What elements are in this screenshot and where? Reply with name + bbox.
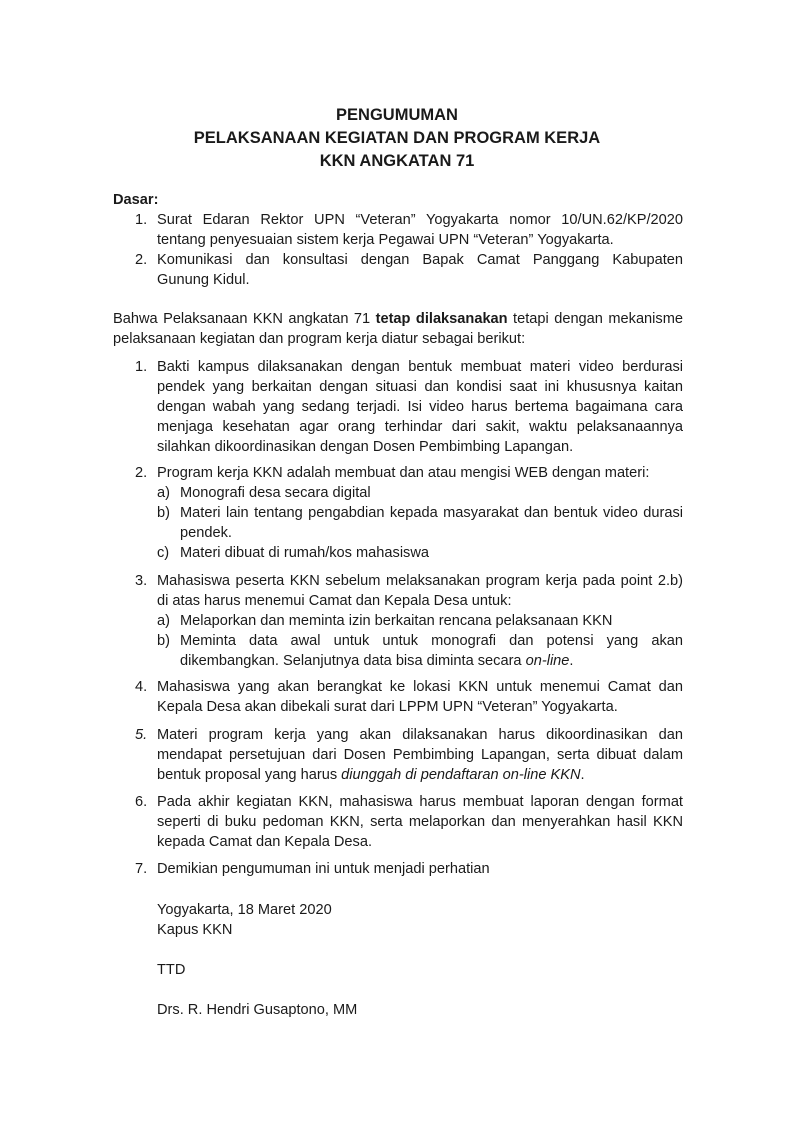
dasar-item-1-line-1: Surat Edaran Rektor UPN “Veteran” Yogyakarta nomor 10/UN.62/KP/2020 xyxy=(157,212,683,228)
intro-text-2: tetapi dengan mekanisme xyxy=(507,311,683,327)
dasar-heading: Dasar: xyxy=(113,192,159,208)
point-5-line-2: mendapat persetujuan dari Dosen Pembimbing Lapangan, serta dibuat dalam xyxy=(157,747,683,763)
sub-letter: c) xyxy=(157,545,170,561)
dasar-item-2-line-2: Gunung Kidul. xyxy=(157,272,250,288)
title-line-1: PENGUMUMAN xyxy=(336,106,458,124)
point-2-sub-a-line-1: Monografi desa secara digital xyxy=(180,485,371,501)
point-2-text: Program kerja KKN adalah membuat dan atau mengisi WEB dengan materi: xyxy=(157,465,650,481)
point-4-line-2: Kepala Desa akan dibekali surat dari LPPM UPN “Veteran” Yogyakarta. xyxy=(157,699,618,715)
item-number: 3. xyxy=(135,573,148,589)
point-3-line-2: di atas harus menemui Camat dan Kepala Desa untuk: xyxy=(157,593,512,609)
dasar-item-1-line-2: tentang penyesuaian sistem kerja Pegawai UPN “Veteran” Yogyakarta. xyxy=(157,232,614,248)
point-5-line-3 xyxy=(157,765,683,785)
point-5-line-1: Materi program kerja yang akan dilaksanakan harus dikoordinasikan dan xyxy=(157,727,683,743)
point-6-line-3: kepada Camat dan Kepala Desa. xyxy=(157,834,372,850)
sub-letter: a) xyxy=(157,613,170,629)
sub-letter: b) xyxy=(157,505,170,521)
point-2-sub-b-line-1: Materi lain tentang pengabdian kepada masyarakat dan bentuk video durasi xyxy=(180,505,683,521)
page-title xyxy=(0,104,794,173)
intro-line-1 xyxy=(113,309,683,329)
sub-letter: a) xyxy=(157,485,170,501)
point-6-line-2: seperti di buku pedoman KKN, serta melaporkan dan menyerahkan hasil KKN xyxy=(157,814,683,830)
signer-name: Drs. R. Hendri Gusaptono, MM xyxy=(157,1002,358,1018)
point-3-sub-b-text: dikembangkan. Selanjutnya data bisa diminta secara xyxy=(180,653,526,669)
point-3-line-1: Mahasiswa peserta KKN sebelum melaksanakan program kerja pada point 2.b) xyxy=(157,573,683,589)
point-3-sub-b-line-1: Meminta data awal untuk untuk monografi dan potensi yang akan xyxy=(180,633,683,649)
intro-line-2: pelaksanaan kegiatan dan program kerja diatur sebagai berikut: xyxy=(113,331,526,347)
item-number: 1. xyxy=(135,359,148,375)
dasar-item-2-line-1: Komunikasi dan konsultasi dengan Bapak Camat Panggang Kabupaten xyxy=(157,252,683,268)
point-1-line-2: pendek yang berkaitan dengan situasi dan kondisi saat ini khususnya kaitan xyxy=(157,379,683,395)
item-number: 2. xyxy=(135,252,148,268)
intro-paragraph xyxy=(113,309,683,349)
point-1-line-4: menjaga kesehatan agar orang terhindar dari sakit, waktu pelaksanaannya xyxy=(157,419,683,435)
point-4-line-1: Mahasiswa yang akan berangkat ke lokasi KKN untuk menemui Camat dan xyxy=(157,679,683,695)
point-5-italic: diunggah di pendaftaran on-line KKN xyxy=(341,767,581,783)
point-3-sub-b-line-2 xyxy=(180,651,683,671)
item-number: 6. xyxy=(135,794,148,810)
sub-letter: b) xyxy=(157,633,170,649)
point-3-sub-a-line-1: Melaporkan dan meminta izin berkaitan rencana pelaksanaan KKN xyxy=(180,613,613,629)
point-5-end: . xyxy=(580,767,585,783)
point-1-line-3: dengan wabah yang sedang terjadi. Isi video harus bertema bagaimana cara xyxy=(157,399,683,415)
point-2-sub-c-line-1: Materi dibuat di rumah/kos mahasiswa xyxy=(180,545,430,561)
point-1-line-5: silahkan dikoordinasikan dengan Dosen Pembimbing Lapangan. xyxy=(157,439,574,455)
item-number: 4. xyxy=(135,679,148,695)
item-number: 2. xyxy=(135,465,148,481)
intro-bold: tetap dilaksanakan xyxy=(375,311,508,327)
intro-text-1: Bahwa Pelaksanaan KKN angkatan 71 xyxy=(113,311,376,327)
point-2-sub-b-line-2: pendek. xyxy=(180,525,232,541)
point-6-line-1: Pada akhir kegiatan KKN, mahasiswa harus membuat laporan dengan format xyxy=(157,794,683,810)
title-line-2: PELAKSANAAN KEGIATAN DAN PROGRAM KERJA xyxy=(193,129,601,147)
point-1-line-1: Bakti kampus dilaksanakan dengan bentuk membuat materi video berdurasi xyxy=(157,359,683,375)
item-number: 1. xyxy=(135,212,148,228)
point-3-sub-b-end: . xyxy=(569,653,574,669)
title-line-3: KKN ANGKATAN 71 xyxy=(319,152,475,170)
place-date: Yogyakarta, 18 Maret 2020 xyxy=(157,902,332,918)
signer-position: Kapus KKN xyxy=(157,922,233,938)
point-5-text: bentuk proposal yang harus xyxy=(157,767,342,783)
point-3-sub-b-italic: on-line xyxy=(525,653,570,669)
signature-block xyxy=(157,900,557,1020)
dasar-section xyxy=(113,190,683,288)
point-7-text: Demikian pengumuman ini untuk menjadi perhatian xyxy=(157,861,490,877)
item-number: 5. xyxy=(135,727,148,743)
signature-ttd: TTD xyxy=(157,962,186,978)
item-number: 7. xyxy=(135,861,148,877)
